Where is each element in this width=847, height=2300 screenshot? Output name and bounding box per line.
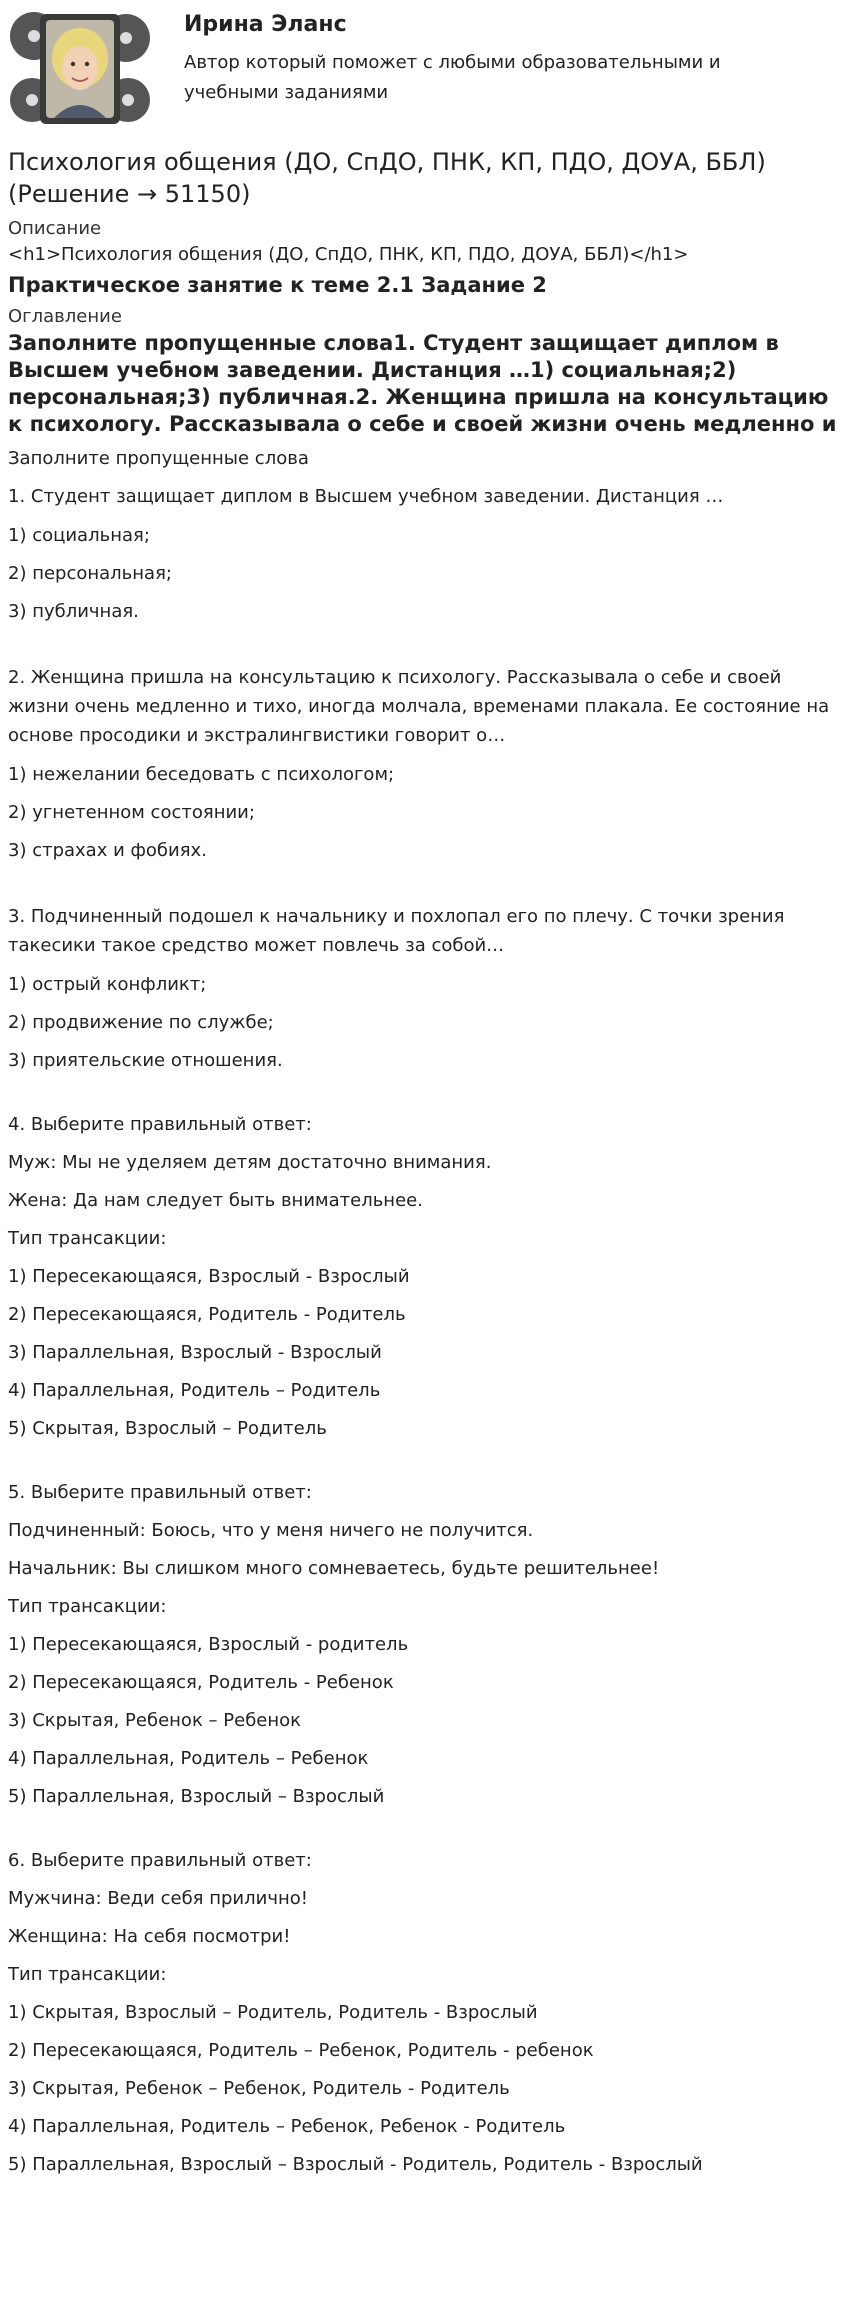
question-1 [8,482,840,625]
question-list [8,482,840,2178]
option: 1) социальная; [8,525,150,546]
author-description: Автор который поможет с любыми образовательными и учебными заданиями [184,52,721,103]
option: 1) Пересекающаяся, Взрослый - родитель [8,1634,409,1655]
option: 2) продвижение по службе; [8,1012,274,1033]
dialogue-line: Мужчина: Веди себя прилично! [8,1888,308,1909]
dialogue-line: Подчиненный: Боюсь, что у меня ничего не получится. [8,1520,534,1541]
option: 5) Параллельная, Взрослый – Взрослый - Родитель, Родитель - Взрослый [8,2154,703,2175]
question-stem: 6. Выберите правильный ответ: [8,1850,312,1871]
subheading: Практическое занятие к теме 2.1 Задание 2 [8,273,547,297]
option: 4) Параллельная, Родитель – Родитель [8,1380,381,1401]
option: 2) персональная; [8,563,172,584]
dialogue-line: Муж: Мы не уделяем детям достаточно внимания. [8,1152,492,1173]
option: 3) страхах и фобиях. [8,840,207,861]
question-6 [8,1848,840,2178]
option: 4) Параллельная, Родитель – Ребенок [8,1748,369,1769]
dialogue-line: Тип трансакции: [8,1596,167,1617]
question-stem: 4. Выберите правильный ответ: [8,1114,312,1135]
question-5 [8,1480,840,1810]
option: 3) приятельские отношения. [8,1050,283,1071]
option: 1) Пересекающаяся, Взрослый - Взрослый [8,1266,410,1287]
lead-text: Заполните пропущенные слова [8,448,309,469]
option: 5) Скрытая, Взрослый – Родитель [8,1418,327,1439]
question-stem: 3. Подчиненный подошел к начальнику и похлопал его по плечу. С точки зрения такесики такое средство может повлечь за собой… [8,906,785,956]
description-label: Описание [8,218,102,239]
option: 4) Параллельная, Родитель – Ребенок, Ребенок - Родитель [8,2116,566,2137]
dialogue-line: Женщина: На себя посмотри! [8,1926,291,1947]
option: 1) острый конфликт; [8,974,207,995]
page-title: Психология общения (ДО, СпДО, ПНК, КП, ПДО, ДОУА, ББЛ) (Решение → 51150) [8,148,766,208]
question-stem: 2. Женщина пришла на консультацию к психологу. Рассказывала о себе и своей жизни очень медленно и тихо, иногда молчала, временами плакала. Ее состояние на основе просодики и экстралингвистики говорит о… [8,667,830,746]
dialogue-line: Жена: Да нам следует быть внимательнее. [8,1190,423,1211]
summary-text: Заполните пропущенные слова1. Студент защищает диплом в Высшем учебном заведении. Дистанция …1) социальная;2) персональная;3) публичная.2. Женщина пришла на консультацию к психологу. Рассказывала о себе и своей жизни очень медленно и [8,331,837,436]
h1-text: <h1>Психология общения (ДО, СпДО, ПНК, КП, ПДО, ДОУА, ББЛ)</h1> [8,244,689,265]
option: 5) Параллельная, Взрослый – Взрослый [8,1786,385,1807]
option: 2) Пересекающаяся, Родитель - Ребенок [8,1672,394,1693]
question-stem: 5. Выберите правильный ответ: [8,1482,312,1503]
toc-label: Оглавление [8,306,122,327]
question-2 [8,663,840,864]
option: 3) Скрытая, Ребенок – Ребенок, Родитель - Родитель [8,2078,510,2099]
author-name[interactable]: Ирина Эланс [184,12,347,37]
question-3 [8,902,840,1074]
dialogue-line: Тип трансакции: [8,1964,167,1985]
option: 3) Параллельная, Взрослый - Взрослый [8,1342,382,1363]
option: 2) угнетенном состоянии; [8,802,255,823]
option: 2) Пересекающаяся, Родитель - Родитель [8,1304,406,1325]
document-body [8,146,840,2216]
option: 3) Скрытая, Ребенок – Ребенок [8,1710,302,1731]
dialogue-line: Начальник: Вы слишком много сомневаетесь, будьте решительнее! [8,1558,660,1579]
option: 2) Пересекающаяся, Родитель – Ребенок, Родитель - ребенок [8,2040,594,2061]
option: 1) нежелании беседовать с психологом; [8,764,395,785]
dialogue-line: Тип трансакции: [8,1228,167,1249]
question-4 [8,1112,840,1442]
option: 1) Скрытая, Взрослый – Родитель, Родитель - Взрослый [8,2002,538,2023]
author-card [0,0,847,140]
question-stem: 1. Студент защищает диплом в Высшем учебном заведении. Дистанция … [8,486,724,507]
option: 3) публичная. [8,601,139,622]
avatar-photo-icon[interactable] [6,8,154,128]
